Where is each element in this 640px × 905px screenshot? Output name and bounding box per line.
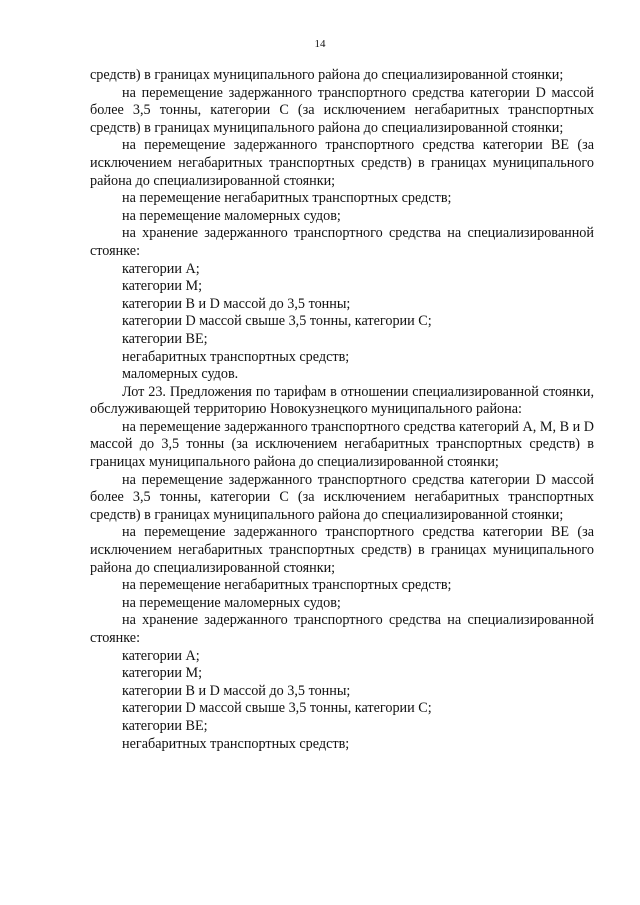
paragraph: категории D массой свыше 3,5 тонны, категории С; xyxy=(122,313,432,330)
paragraph: на перемещение задержанного транспортного средства категории D массой более 3,5 тонны, категории С (за исключением негабаритных транспортных средств) в границах муниципального района до специализированной стоянки; xyxy=(90,471,594,523)
paragraph: на перемещение задержанного транспортного средства категории ВЕ (за исключением негабаритных транспортных средств) в границах муниципального района до специализированной стоянки; xyxy=(90,524,594,576)
paragraph: категории ВЕ; xyxy=(122,717,208,734)
paragraph: категории А; xyxy=(122,260,200,277)
paragraph: на перемещение задержанного транспортного средства категорий А, М, В и D массой до 3,5 тонны (за исключением негабаритных транспортных средств) в границах муниципального района до специализированной стоянки; xyxy=(90,418,594,471)
paragraph: маломерных судов. xyxy=(122,366,239,383)
paragraph: на перемещение маломерных судов; xyxy=(122,207,341,224)
paragraph: средств) в границах муниципального района до специализированной стоянки; xyxy=(90,67,564,83)
paragraph: категории В и D массой до 3,5 тонны; xyxy=(122,295,351,312)
paragraph: на хранение задержанного транспортного средства на специализированной стоянке: xyxy=(90,612,594,646)
paragraph: на перемещение задержанного транспортного средства категории ВЕ (за исключением негабаритных транспортных средств) в границах муниципального района до специализированной стоянки; xyxy=(90,137,594,189)
paragraph: на перемещение задержанного транспортного средства категории D массой более 3,5 тонны, категории С (за исключением негабаритных транспортных средств) в границах муниципального района до специализированной стоянки; xyxy=(90,84,594,136)
page-number: 14 xyxy=(314,38,326,50)
paragraph: на перемещение негабаритных транспортных средств; xyxy=(122,190,452,207)
paragraph: категории М; xyxy=(122,278,203,295)
paragraph: категории В и D массой до 3,5 тонны; xyxy=(122,682,351,699)
paragraph: на хранение задержанного транспортного средства на специализированной стоянке: xyxy=(90,225,594,259)
paragraph: категории М; xyxy=(122,665,203,682)
paragraph: категории ВЕ; xyxy=(122,330,208,347)
paragraph: Лот 23. Предложения по тарифам в отношении специализированной стоянки, обслуживающей территорию Новокузнецкого муниципального района: xyxy=(90,383,594,418)
paragraph: на перемещение маломерных судов; xyxy=(122,594,341,611)
paragraph: категории D массой свыше 3,5 тонны, категории С; xyxy=(122,700,432,717)
paragraph: негабаритных транспортных средств; xyxy=(122,348,350,365)
paragraph: категории А; xyxy=(122,647,200,664)
paragraph: на перемещение негабаритных транспортных средств; xyxy=(122,577,452,594)
document-body xyxy=(90,67,594,753)
paragraph: негабаритных транспортных средств; xyxy=(122,735,350,752)
